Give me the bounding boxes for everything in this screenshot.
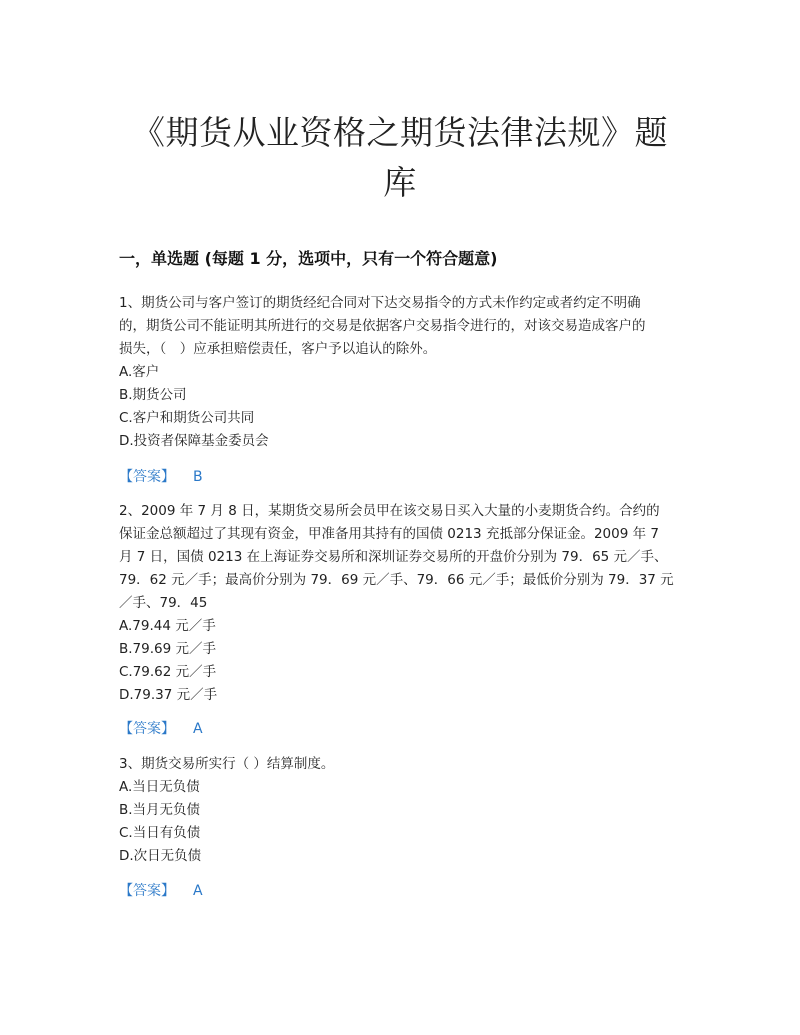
answer-3 bbox=[119, 880, 203, 900]
option-c: C.客户和期货公司共同 bbox=[119, 410, 255, 426]
answer-value: B bbox=[193, 469, 203, 485]
option-b: B.79.69 元／手 bbox=[119, 641, 216, 657]
option-a: A.当日无负债 bbox=[119, 779, 200, 795]
answer-2 bbox=[119, 718, 203, 738]
answer-value: A bbox=[193, 721, 203, 737]
question-stem-line: 的，期货公司不能证明其所进行的交易是依据客户交易指令进行的，对该交易造成客户的 bbox=[119, 318, 646, 334]
answer-label: 【答案】 bbox=[119, 883, 175, 899]
question-stem-line: 保证金总额超过了其现有资金，甲准备用其持有的国债 0213 充抵部分保证金。2009 年 7 bbox=[119, 526, 659, 542]
answer-label: 【答案】 bbox=[119, 721, 175, 737]
answer-1 bbox=[119, 466, 203, 486]
option-a: A.79.44 元／手 bbox=[119, 618, 216, 634]
option-d: D.次日无负债 bbox=[119, 848, 202, 864]
question-stem-line: 损失，（ ）应承担赔偿责任，客户予以追认的除外。 bbox=[119, 341, 437, 357]
question-stem-line: ／手、79．45 bbox=[119, 595, 208, 611]
option-a: A.客户 bbox=[119, 364, 160, 380]
option-c: C.当日有负债 bbox=[119, 825, 201, 841]
question-1 bbox=[119, 292, 689, 453]
question-stem-line: 3、期货交易所实行（ ）结算制度。 bbox=[119, 756, 335, 772]
question-stem-line: 1、期货公司与客户签订的期货经纪合同对下达交易指令的方式未作约定或者约定不明确 bbox=[119, 295, 641, 311]
question-3 bbox=[119, 753, 689, 868]
section-heading: 一，单选题 (每题 1 分，选项中，只有一个符合题意) bbox=[119, 249, 498, 268]
option-c: C.79.62 元／手 bbox=[119, 664, 217, 680]
option-b: B.当月无负债 bbox=[119, 802, 201, 818]
title-line-2: 库 bbox=[383, 163, 417, 202]
document-title bbox=[0, 108, 800, 208]
option-d: D.投资者保障基金委员会 bbox=[119, 433, 269, 449]
answer-label: 【答案】 bbox=[119, 469, 175, 485]
option-b: B.期货公司 bbox=[119, 387, 187, 403]
question-stem-line: 2、2009 年 7 月 8 日，某期货交易所会员甲在该交易日买入大量的小麦期货合约。合约的 bbox=[119, 503, 660, 519]
title-line-1: 《期货从业资格之期货法律法规》题 bbox=[132, 113, 668, 152]
question-stem-line: 79．62 元／手；最高价分别为 79．69 元／手、79．66 元／手；最低价分别为 79．37 元 bbox=[119, 572, 674, 588]
option-d: D.79.37 元／手 bbox=[119, 687, 218, 703]
question-stem-line: 月 7 日，国债 0213 在上海证券交易所和深圳证券交易所的开盘价分别为 79．65 元／手、 bbox=[119, 549, 668, 565]
question-2 bbox=[119, 500, 689, 707]
answer-value: A bbox=[193, 883, 203, 899]
